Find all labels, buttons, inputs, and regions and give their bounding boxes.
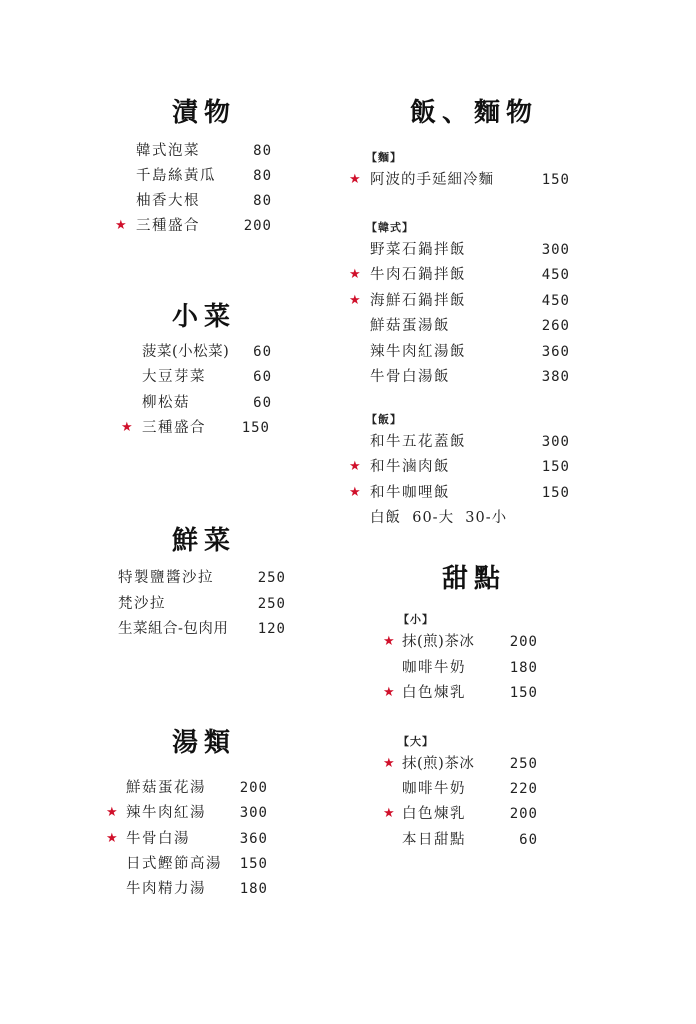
item-price: 250 bbox=[257, 596, 286, 612]
item-price: 150 bbox=[541, 485, 570, 501]
item-name: 柳松菇 bbox=[142, 395, 190, 411]
item-name: 阿波的手延細冷麵 bbox=[370, 172, 494, 188]
item-name: 和牛咖哩飯 bbox=[370, 485, 450, 501]
item-price: 60 bbox=[253, 344, 272, 360]
recommended-star-icon: ★ bbox=[349, 267, 363, 282]
menu-item bbox=[0, 567, 400, 589]
rice-noodles-title: 飯、麵物 bbox=[410, 98, 539, 128]
menu-item bbox=[0, 190, 400, 212]
item-name: 辣牛肉紅湯飯 bbox=[370, 344, 466, 360]
item-name: 鮮菇蛋湯飯 bbox=[370, 318, 450, 334]
item-name: 本日甜點 bbox=[402, 832, 466, 848]
item-price: 250 bbox=[509, 756, 538, 772]
item-price: 300 bbox=[239, 805, 268, 821]
white-rice-line bbox=[0, 507, 696, 529]
desserts-title: 甜點 bbox=[442, 564, 507, 594]
recommended-star-icon: ★ bbox=[383, 756, 397, 771]
item-name: 千島絲黃瓜 bbox=[136, 168, 216, 184]
item-price: 180 bbox=[239, 881, 268, 897]
recommended-star-icon: ★ bbox=[383, 806, 397, 821]
subheading-small: 【小】 bbox=[398, 613, 434, 626]
recommended-star-icon: ★ bbox=[383, 685, 397, 700]
subheading-korean: 【韓式】 bbox=[366, 221, 414, 234]
recommended-star-icon: ★ bbox=[115, 218, 129, 233]
item-name: 牛骨白湯飯 bbox=[370, 369, 450, 385]
menu-item bbox=[0, 239, 696, 261]
menu-item bbox=[0, 657, 696, 679]
item-price: 150 bbox=[509, 685, 538, 701]
white-rice-text: 白飯 60-大 30-小 bbox=[370, 510, 508, 526]
recommended-star-icon: ★ bbox=[349, 293, 363, 308]
recommended-star-icon: ★ bbox=[106, 831, 120, 846]
menu-item bbox=[0, 878, 400, 900]
item-price: 450 bbox=[541, 267, 570, 283]
item-name: 抹(煎)茶冰 bbox=[402, 756, 475, 772]
menu-item bbox=[0, 341, 696, 363]
menu-item bbox=[0, 593, 400, 615]
item-name: 抹(煎)茶冰 bbox=[402, 634, 475, 650]
item-name: 三種盛合 bbox=[136, 218, 200, 234]
recommended-star-icon: ★ bbox=[349, 172, 363, 187]
subheading-noodles: 【麵】 bbox=[366, 151, 402, 164]
item-price: 180 bbox=[509, 660, 538, 676]
item-price: 300 bbox=[541, 242, 570, 258]
item-name: 菠菜(小松菜) bbox=[142, 344, 230, 360]
item-name: 牛肉精力湯 bbox=[126, 881, 206, 897]
item-price: 60 bbox=[519, 832, 538, 848]
item-name: 韓式泡菜 bbox=[136, 143, 200, 159]
item-name: 特製鹽醬沙拉 bbox=[118, 570, 214, 586]
item-name: 日式鰹節高湯 bbox=[126, 856, 222, 872]
menu-item bbox=[0, 366, 696, 388]
item-price: 80 bbox=[253, 143, 272, 159]
recommended-star-icon: ★ bbox=[106, 805, 120, 820]
item-name: 和牛五花蓋飯 bbox=[370, 434, 466, 450]
fresh-greens-title: 鮮菜 bbox=[172, 526, 237, 556]
item-name: 野菜石鍋拌飯 bbox=[370, 242, 466, 258]
side-dishes-title: 小菜 bbox=[172, 302, 237, 332]
item-price: 380 bbox=[541, 369, 570, 385]
menu-item bbox=[0, 431, 696, 453]
item-name: 咖啡牛奶 bbox=[402, 781, 466, 797]
item-price: 60 bbox=[253, 395, 272, 411]
menu-item bbox=[0, 482, 696, 504]
item-name: 梵沙拉 bbox=[118, 596, 166, 612]
item-price: 200 bbox=[243, 218, 272, 234]
recommended-star-icon: ★ bbox=[349, 485, 363, 500]
item-price: 150 bbox=[239, 856, 268, 872]
item-name: 白色煉乳 bbox=[402, 806, 466, 822]
item-price: 450 bbox=[541, 293, 570, 309]
recommended-star-icon: ★ bbox=[349, 459, 363, 474]
item-name: 海鮮石鍋拌飯 bbox=[370, 293, 466, 309]
item-price: 120 bbox=[257, 621, 286, 637]
item-price: 200 bbox=[509, 634, 538, 650]
recommended-star-icon: ★ bbox=[121, 420, 135, 435]
item-name: 白色煉乳 bbox=[402, 685, 466, 701]
menu-item bbox=[0, 290, 696, 312]
menu-item bbox=[0, 778, 696, 800]
item-name: 牛骨白湯 bbox=[126, 831, 190, 847]
item-name: 和牛滷肉飯 bbox=[370, 459, 450, 475]
item-name: 生菜組合-包肉用 bbox=[118, 621, 229, 637]
item-name: 鮮菇蛋花湯 bbox=[126, 780, 206, 796]
item-price: 150 bbox=[541, 172, 570, 188]
item-price: 250 bbox=[257, 570, 286, 586]
menu-item bbox=[0, 853, 400, 875]
item-price: 80 bbox=[253, 168, 272, 184]
item-price: 150 bbox=[541, 459, 570, 475]
menu-item bbox=[0, 315, 696, 337]
item-price: 300 bbox=[541, 434, 570, 450]
menu-item bbox=[0, 682, 696, 704]
recommended-star-icon: ★ bbox=[383, 634, 397, 649]
menu-item bbox=[0, 803, 696, 825]
menu-item bbox=[0, 392, 400, 414]
menu-item bbox=[0, 140, 400, 162]
menu-item bbox=[0, 753, 696, 775]
item-price: 220 bbox=[509, 781, 538, 797]
menu-item bbox=[0, 631, 696, 653]
item-price: 200 bbox=[509, 806, 538, 822]
pickles-title: 漬物 bbox=[172, 98, 237, 128]
item-price: 360 bbox=[239, 831, 268, 847]
item-price: 200 bbox=[239, 780, 268, 796]
item-name: 牛肉石鍋拌飯 bbox=[370, 267, 466, 283]
item-name: 大豆芽菜 bbox=[142, 369, 206, 385]
item-price: 150 bbox=[241, 420, 270, 436]
subheading-rice: 【飯】 bbox=[366, 413, 402, 426]
item-name: 辣牛肉紅湯 bbox=[126, 805, 206, 821]
menu-item bbox=[0, 829, 696, 851]
menu-item bbox=[0, 169, 696, 191]
item-price: 60 bbox=[253, 369, 272, 385]
menu-item bbox=[0, 215, 400, 237]
menu-item bbox=[0, 456, 696, 478]
subheading-large: 【大】 bbox=[398, 735, 434, 748]
item-price: 260 bbox=[541, 318, 570, 334]
item-price: 80 bbox=[253, 193, 272, 209]
item-name: 咖啡牛奶 bbox=[402, 660, 466, 676]
item-name: 柚香大根 bbox=[136, 193, 200, 209]
item-price: 360 bbox=[541, 344, 570, 360]
soups-title: 湯類 bbox=[172, 728, 237, 758]
menu-item bbox=[0, 264, 696, 286]
item-name: 三種盛合 bbox=[142, 420, 206, 436]
